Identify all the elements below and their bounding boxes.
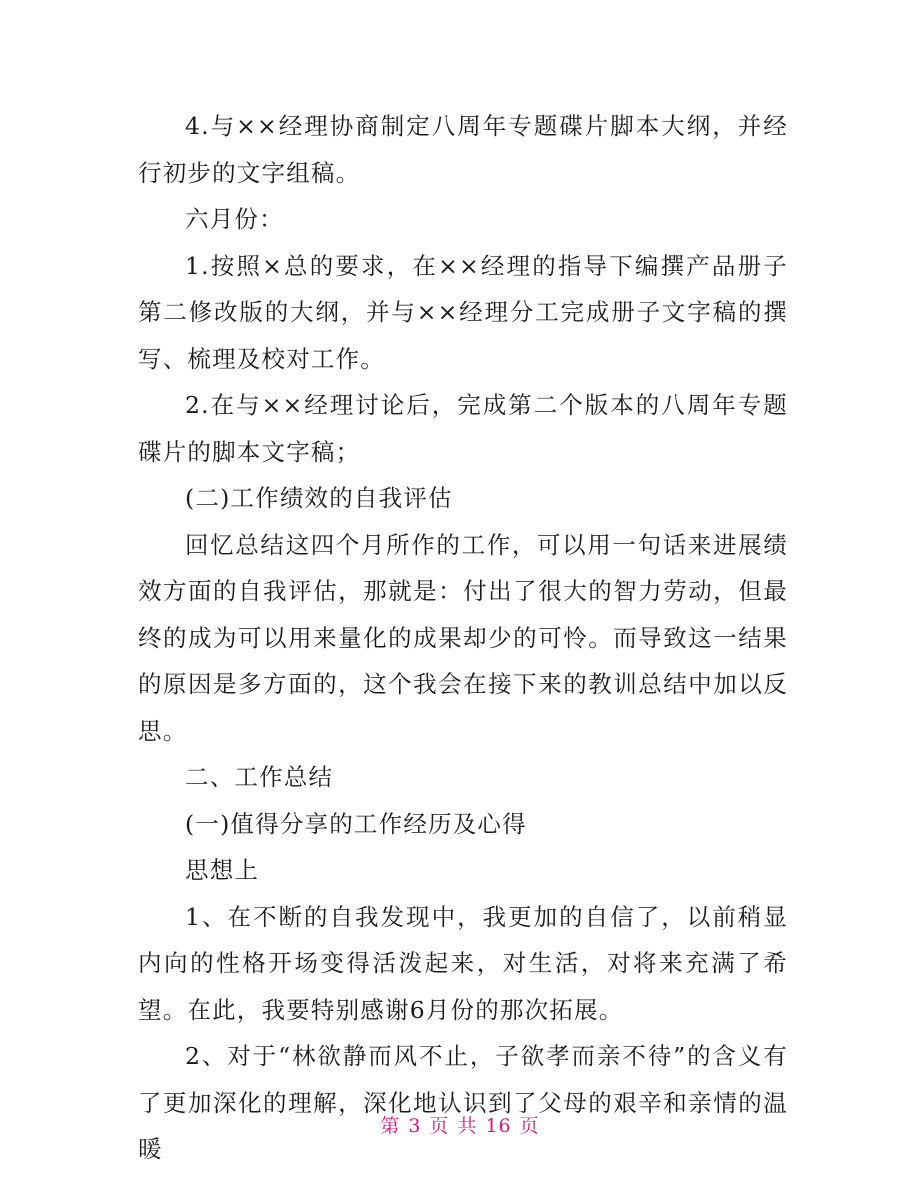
heading-work-summary: 二、工作总结 xyxy=(185,763,334,791)
footer-suffix: 页 xyxy=(519,1115,540,1137)
heading-self-evaluation: (二)工作绩效的自我评估 xyxy=(185,484,453,512)
footer-prefix: 第 xyxy=(380,1115,401,1137)
paragraph-thought-item-2: 2、对于“林欲静而风不止，子欲孝而亲不待”的含义有了更加深化的理解，深化地认识到了父母的艰辛和亲情的温暖 xyxy=(138,1042,788,1163)
document-body xyxy=(138,103,788,1173)
footer-current-page: 3 xyxy=(408,1115,422,1137)
page-number-footer xyxy=(0,1111,920,1138)
paragraph-item-4: 4.与××经理协商制定八周年专题碟片脚本大纲，并经行初步的文字组稿。 xyxy=(138,112,788,187)
paragraph-self-evaluation: 回忆总结这四个月所作的工作，可以用一句话来进展绩效方面的自我评估，那就是：付出了很大的智力劳动，但最终的成为可以用来量化的成果却少的可怜。而导致这一结果的原因是多方面的，这个我会在接下来的教训总结中加以反思。 xyxy=(138,530,788,745)
paragraph-june-item-1: 1.按照×总的要求，在××经理的指导下编撰产品册子第二修改版的大纲，并与××经理分工完成册子文字稿的撰写、梳理及校对工作。 xyxy=(138,251,788,373)
paragraph-thought-item-1: 1、在不断的自我发现中，我更加的自信了，以前稍显内向的性格开场变得活泼起来，对生活，对将来充满了希望。在此，我要特别感谢6月份的那次拓展。 xyxy=(138,902,788,1024)
paragraph-june-item-2: 2.在与××经理讨论后，完成第二个版本的八周年专题碟片的脚本文字稿； xyxy=(138,391,788,466)
heading-june: 六月份： xyxy=(185,205,284,233)
heading-sharing-experience: (一)值得分享的工作经历及心得 xyxy=(185,809,527,838)
footer-page-word: 页 xyxy=(429,1115,450,1137)
footer-total-word: 共 xyxy=(457,1115,478,1137)
footer-total-pages: 16 xyxy=(485,1115,512,1137)
heading-thought: 思想上 xyxy=(185,856,260,884)
